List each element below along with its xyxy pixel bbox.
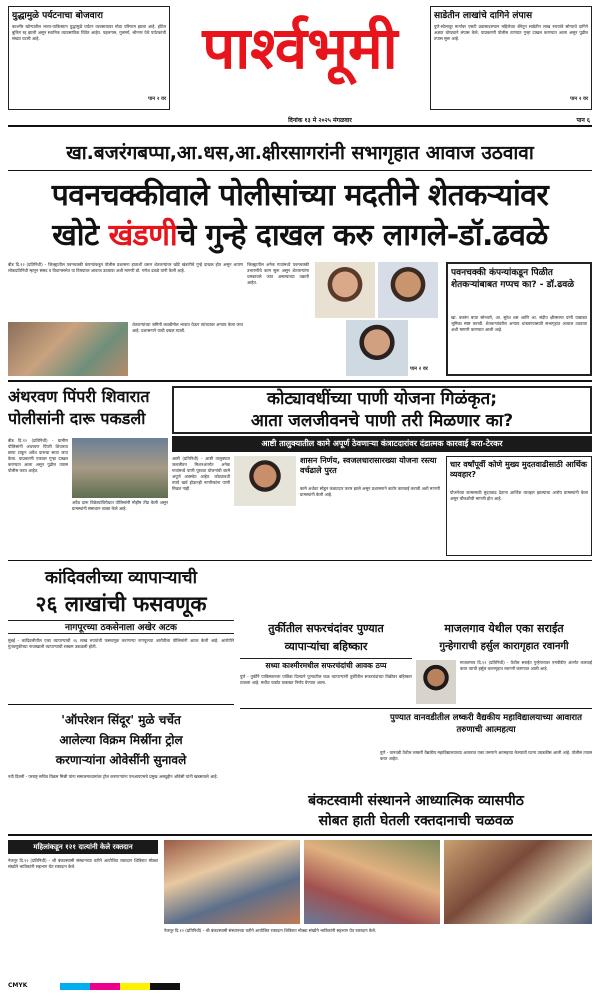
left-box-headline: युद्धामुळे पर्यटनाचा बोजवारा (12, 11, 103, 21)
lead-continued: पान २ वर (410, 366, 428, 372)
color-bar (60, 983, 180, 990)
box-right (446, 456, 592, 556)
story7-rule (8, 704, 234, 705)
story5-sub: सध्या काश्मीरमधील सफरचंदांची आवक ठप्प (240, 658, 412, 672)
lead-sidebar-body: खा. बजरंग बप्पा सोनवणे, आ. सुरेश धस आणि आ. संदीप क्षीरसागर यांनी याबाबत भूमिका स्पष्ट करावी. शेतकऱ्यांवरील अन्याय थांबवण्यासाठी सभागृहात आवाज उठवावा अशी मागणी करण्यात आली आहे. (451, 315, 587, 332)
story7-headline-line3: करणाऱ्यांना ओवेसींनी सुनावले (55, 753, 187, 767)
story8-body-2: नेकनूर दि.१२ (प्रतिनिधी) - श्री बंकटस्वामी संस्थानच्या वतीने आयोजित रक्तदान शिबिरात मोठ्या संख्येने भाविकांनी सहभाग घेत रक्तदान केले. (164, 928, 377, 933)
story3-headline-line1: कोट्यावधींच्या पाणी योजना गिळंकृत; (266, 389, 498, 409)
story8-photo-3 (444, 840, 592, 924)
lead-headline-line1: पवनचक्कीवाले पोलीसांच्या मदतीने शेतकऱ्यांवर (51, 178, 549, 213)
story3-sub-headline: शासन निर्णय, स्वजलधारासारख्या योजना रस्त्या वर्चढाले पुरत (300, 456, 437, 475)
story7-headline-line1: 'ऑपरेशन सिंदूर' मुळे चर्चेत (61, 713, 181, 727)
story8-body: नेकनूर दि.१२ (प्रतिनिधी) - श्री बंकटस्वामी संस्थानच्या वतीने आयोजित रक्तदान शिबिरात मोठ्या संख्येने भाविकांनी सहभाग घेत रक्तदान केले. (8, 858, 158, 869)
story8-photo-2 (304, 840, 440, 924)
kicker-rule (8, 170, 592, 171)
lead-photo-portrait-1 (315, 262, 375, 318)
right-box-body: पुणे-सोलापूर मार्गावर एसटी प्रवासादरम्यान महिलेच्या बॅगेतून साडेतीन लाख रुपयांचे सोन्याचे दागिने अज्ञात चोरट्याने लंपास केले. याप्रकरणी पोलीस ठाण्यात गुन्हा दाखल करण्यात आला असून पुढील तपास सुरू आहे. (434, 24, 588, 41)
left-box-continued: पान २ वर (148, 96, 166, 102)
story6-headline-line2: गुन्हेगाराची हर्सुल कारागृहात रवानगी (439, 641, 569, 652)
lead-body: बीड दि.१२ (प्रतिनिधी) - जिल्ह्यातील पवनचक्की कंपन्यांकडून पोलीस प्रशासना हाताशी धरून शेतकऱ्यांवर खोटे खंडणीचे गुन्हे दाखल होत असून आपण लोकप्रतिनिधी म्हणून संसद व विधानसभेत या विषयावर आवाज उठवावा अशी मागणी डॉ. गणेश ढवळे यांनी केली आहे. (8, 262, 243, 273)
mid-rule (8, 560, 592, 561)
right-box-headline: साडेतीन लाखांचे दागिने लंपास (434, 11, 533, 21)
lead-headline-pre: खोटे (52, 218, 109, 253)
story7-body: नवी दिल्ली - परराष्ट्र सचिव विक्रम मिस्री यांना समाजमाध्यमांवर ट्रोल करणाऱ्यांना एमआयएमचे प्रमुख असदुद्दीन ओवेसी यांनी खडसावले आहे. (8, 774, 218, 779)
story2-photo (72, 438, 168, 498)
lower-rule (240, 708, 592, 709)
story3-photo (234, 456, 296, 506)
story3-body: आष्टी (प्रतिनिधी) - आष्टी तालुक्यात जलजीवन मिशनअंतर्गत अनेक गावांमध्ये पाणी पुरवठा योजनांची कामे अपूर्ण अवस्थेत आहेत. कोट्यावधी रुपये खर्च होऊनही नागरिकांना पाणी मिळत नाही. (172, 456, 230, 491)
lead-photo-portrait-3 (346, 320, 408, 376)
story8-caption: महिलांकडून १२१ दात्यांनी केले रक्तदान (8, 840, 158, 854)
lead-sidebar-headline: पवनचक्की कंपन्यांकडून पिळीत शेतकऱ्यांबाबत गप्पच का? - डॉ.ढवळे (451, 268, 575, 290)
masthead-right-box (430, 6, 592, 110)
masthead-left-box (8, 6, 170, 110)
story4-body: मुंबई - कांदिवलीतील एका व्यापाऱ्याची २६ लाख रुपयांची फसवणूक करणाऱ्या नागपूरच्या आरोपीला पोलिसांनी अटक केली आहे. आरोपीने गुंतवणुकीच्या नावाखाली व्यापाऱ्याची रक्कम उकळली होती. (8, 638, 234, 649)
story3-headline-line2: आता जलजीवनचे पाणी तरी मिळणार का? (250, 411, 514, 431)
masthead-rule (8, 125, 592, 127)
dateline: दिनांक १३ मे २०२५ मंगळवार (288, 117, 352, 124)
story4-headline-line1: कांदिवलीच्या व्यापाऱ्याची (44, 568, 198, 588)
left-box-body: काश्मीर खोऱ्यातील भारत-पाकिस्तान युद्धामुळे पर्यटन व्यवसायावर मोठा परिणाम झाला आहे. हॉटेल बुकिंग रद्द झाली असून स्थानिक व्यावसायिक चिंतेत आहेत. पहलगाम, गुलमर्ग, श्रीनगर येथे पर्यटकांची संख्या घटली आहे. (12, 24, 166, 41)
story5-headline-line2: व्यापाऱ्यांचा बहिष्कार (284, 640, 368, 653)
story4-headline-line2: २६ लाखांची फसवणूक (35, 592, 207, 616)
story7-headline (8, 710, 234, 770)
lead-sidebar-box (446, 262, 592, 376)
lead-bottom-rule (8, 380, 592, 382)
lead-photo-portrait-2 (378, 262, 438, 318)
story7-headline-line2: आलेल्या विक्रम मिस्रींना ट्रोल (59, 733, 183, 747)
story2-body: बीड दि.१२ (प्रतिनिधी) - ग्रामीण पोलिसांनी अंथरवण पिंपरी शिवारात छापा टाकून अवैध दारूचा साठा जप्त केला. याप्रकरणी एकावर गुन्हा दाखल करण्यात आला असून पुढील तपास पोलीस करत आहेत. (8, 438, 68, 473)
lead-headline-post: चे गुन्हे दाखल करु लागले-डॉ.ढवळे (177, 218, 548, 253)
lead-headline-red: खंडणी (108, 218, 178, 253)
lead-photo-crowd (8, 322, 128, 376)
page-number: पान ६ (576, 117, 590, 124)
masthead-title: पार्श्वभूमी (202, 14, 398, 82)
story8-headline-line1: बंकटस्वामी संस्थानने आध्यात्मिक व्यासपीठ (308, 793, 524, 809)
story8-headline-line2: सोबत हाती घेतली रक्तदानाची चळवळ (318, 813, 514, 829)
lead-body-2: शेतकऱ्यांच्या जमिनी कवडीमोल भावात घेऊन त्यांच्यावर अन्याय केला जात आहे. प्रशासनाने याची दखल घ्यावी. (132, 322, 243, 333)
footer-cmyk: CMYK (8, 982, 28, 989)
story6-body: माजलगाव दि.१२ (प्रतिनिधी) - येथील सराईत गुन्हेगारावर एमपीडीए अंतर्गत कारवाई करत त्याची हर्सुल कारागृहात रवानगी करण्यात आली आहे. (460, 660, 592, 671)
story6-photo (416, 660, 456, 704)
story6-sub-body: पुणे - वानवडी येथील लष्करी वैद्यकीय महाविद्यालयाच्या आवारात एका तरुणाने आत्महत्या केल्याची घटना उघडकीस आली आहे. पोलीस तपास करत आहेत. (380, 750, 592, 761)
story3-subhead: आष्टी तालुक्यातील कामे अपूर्ण ठेवणाऱ्या कंत्राटदारांवर दंडात्मक कारवाई करा-टेरकर (172, 436, 592, 452)
story2-body-2: अवैध दारू विक्रेत्यांविरोधात पोलिसांनी मोहीम तीव्र केली असून ग्रामस्थांनी समाधान व्यक्त केले आहे. (72, 500, 168, 511)
story5-headline-line1: तुर्कीतील सफरचंदांवर पुण्यात (268, 622, 384, 635)
story2-headline (8, 386, 168, 434)
lead-headline-line2 (8, 216, 592, 256)
story8-rule (8, 834, 592, 836)
story4-subhead: नागपूरच्या ठकसेनाला अखेर अटक (8, 620, 234, 634)
story6-headline-line1: माजलगाव येथील एका सराईत (444, 622, 564, 635)
box-right-body: योजनेच्या कामासाठी मुदतवाढ देताना आर्थिक व्यवहार झाल्याचा आरोप ग्रामस्थांनी केला असून चौकशीची मागणी होत आहे. (450, 490, 588, 501)
story6-sub-headline: पुण्यात वानवडीतील लष्करी वैद्यकीय महाविद्यालयाच्या आवारात तरुणाची आत्महत्या (390, 713, 582, 735)
right-box-continued: पान २ वर (570, 96, 588, 102)
story8-photo-1 (164, 840, 300, 924)
lead-body-3: जिल्ह्यातील अनेक गावांमध्ये पवनचक्की उभारणीचे काम सुरू असून शेतकऱ्यांना धमकावले जात असल्याच्या तक्रारी आहेत. (247, 262, 309, 285)
story3-sub-body: कामे अर्धवट सोडून कंत्राटदार फरार झाले असून प्रशासनाने कठोर कारवाई करावी अशी मागणी ग्रामस्थांनी केली आहे. (300, 486, 440, 497)
story5-body: पुणे - तुर्कीने पाकिस्तानला पाठिंबा दिल्याने पुण्यातील फळ व्यापाऱ्यांनी तुर्कीतील सफरचंदांच्या विक्रीवर बहिष्कार टाकला आहे. मार्केट यार्डात याबाबत निर्णय घेण्यात आला. (240, 674, 412, 685)
story2-headline-text: अंथरवण पिंपरी शिवारात पोलीसांनी दारू पकडली (8, 387, 150, 428)
lead-kicker: खा.बजरंगबप्पा,आ.धस,आ.क्षीरसागरांनी सभागृहात आवाज उठवावा (66, 142, 534, 164)
box-right-headline: चार वर्षांपूर्वी कोणे मुख्य मुदतवाढीसाठी आर्थिक व्यवहार? (450, 460, 588, 479)
story3-headline-box (172, 386, 592, 434)
